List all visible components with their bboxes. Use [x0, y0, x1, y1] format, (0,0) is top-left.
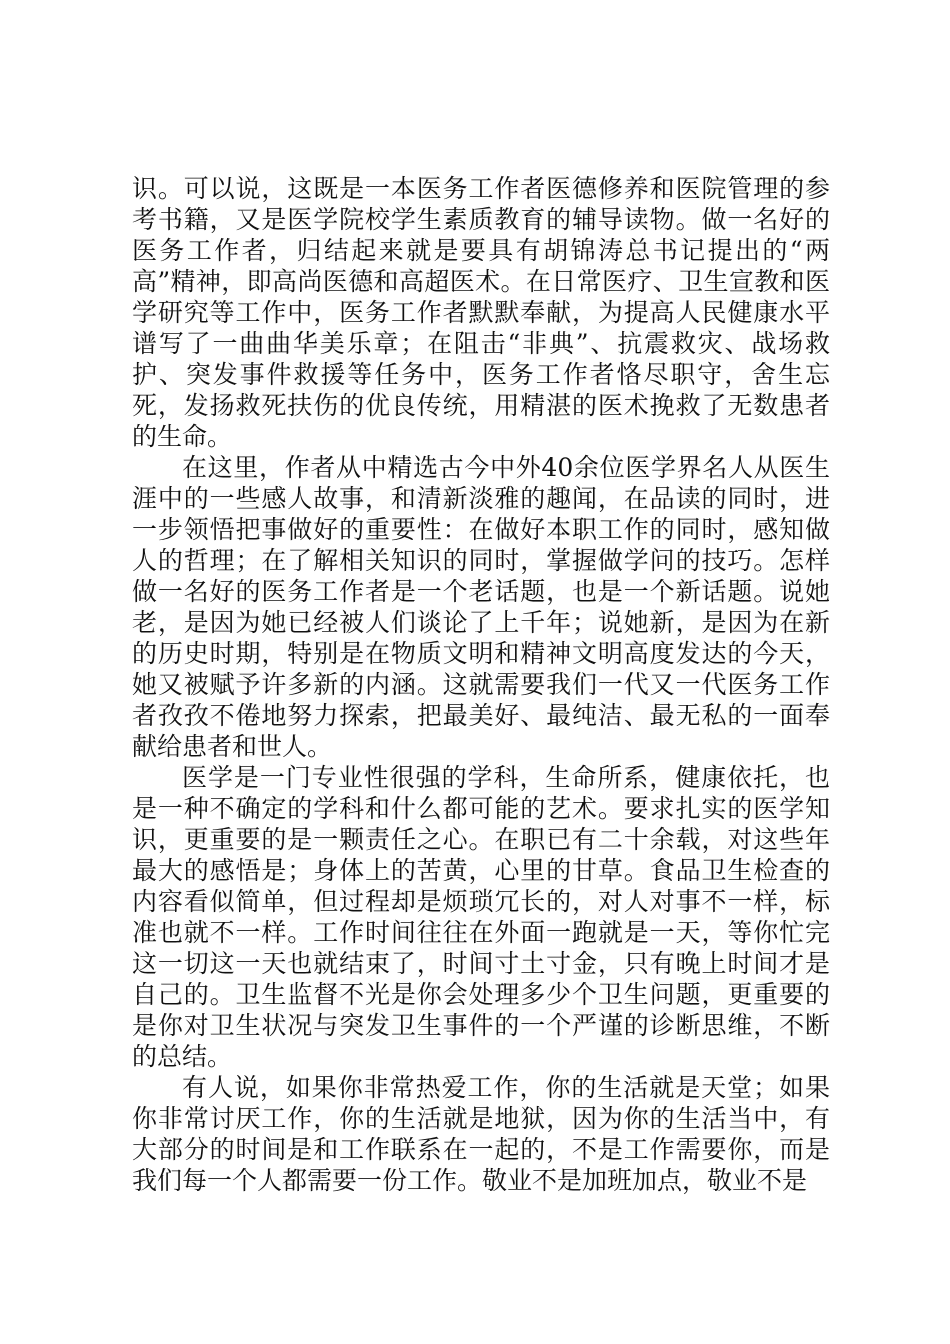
document-body [132, 173, 830, 1196]
paragraph-2: 在这里，作者从中精选古今中外40余位医学界名人从医生涯中的一些感人故事，和清新淡雅的趣闻，在品读的同时，进一步领悟把事做好的重要性：在做好本职工作的同时，感知做人的哲理；在了解相关知识的同时，掌握做学问的技巧。怎样做一名好的医务工作者是一个老话题，也是一个新话题。说她老，是因为她已经被人们谈论了上千年；说她新，是因为在新的历史时期，特别是在物质文明和精神文明高度发达的今天，她又被赋予许多新的内涵。这就需要我们一代又一代医务工作者孜孜不倦地努力探索，把最美好、最纯洁、最无私的一面奉献给患者和世人。 [132, 453, 830, 761]
paragraph-3: 医学是一门专业性很强的学科，生命所系，健康依托，也是一种不确定的学科和什么都可能的艺术。要求扎实的医学知识，更重要的是一颗责任之心。在职已有二十余载，对这些年最大的感悟是；身体上的苦黄，心里的甘草。食品卫生检查的内容看似简单，但过程却是烦琐冗长的，对人对事不一样，标准也就不一样。工作时间往往在外面一跑就是一天，等你忙完这一切这一天也就结束了，时间寸土寸金，只有晚上时间才是自己的。卫生监督不光是你会处理多少个卫生问题，更重要的是你对卫生状况与突发卫生事件的一个严谨的诊断思维，不断的总结。 [132, 763, 830, 1071]
paragraph-4: 有人说，如果你非常热爱工作，你的生活就是天堂；如果你非常讨厌工作，你的生活就是地狱，因为你的生活当中，有大部分的时间是和工作联系在一起的，不是工作需要你，而是我们每一个人都需要一份工作。敬业不是加班加点，敬业不是 [132, 1073, 830, 1195]
paragraph-1: 识。可以说，这既是一本医务工作者医德修养和医院管理的参考书籍，又是医学院校学生素质教育的辅导读物。做一名好的医务工作者，归结起来就是要具有胡锦涛总书记提出的“两高”精神，即高尚医德和高超医术。在日常医疗、卫生宣教和医学研究等工作中，医务工作者默默奉献，为提高人民健康水平谱写了一曲曲华美乐章；在阻击“非典”、抗震救灾、战场救护、突发事件救援等任务中，医务工作者恪尽职守，舍生忘死，发扬救死扶伤的优良传统，用精湛的医术挽救了无数患者的生命。 [132, 174, 830, 451]
